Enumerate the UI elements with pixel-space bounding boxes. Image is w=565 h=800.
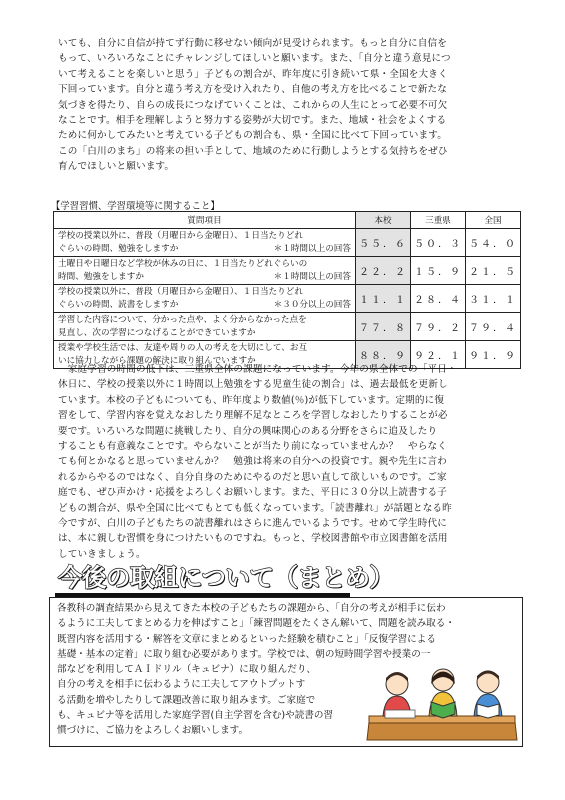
school-value: ５５．６ [356,229,411,257]
intro-line: 下回っています。自分と違う考え方を受け入れたり、自他の考え方を比べることで新たな [58,84,447,96]
summary-line: 各教科の調査結果から見えてきた本校の子どもたちの課題から、「自分の考えが相手に伝わ [57,603,446,614]
question-note: ＊１時間以上の回答 [273,271,351,282]
question-text: 時間、勉強をしますか [58,271,144,282]
school-value: ７７．８ [356,313,411,341]
summary-line: も、キュビナ等を活用した家庭学習(自主学習を含む)や読書の習 [57,710,334,722]
discussion-line: 要です。いろいろな問題に挑戦したり、自分の興味関心のある分野をさらに追及したり [58,425,438,437]
question-cell [54,285,356,313]
section-heading [58,562,394,594]
children-reading-illustration [365,660,520,745]
intro-line: もって、いろいろなことにチャレンジしてほしいと願います。また、「自分と違う意見につ [58,53,451,65]
discussion-line: れるからやるのではなく、自分自身のためにやるのだと思い直して欲しいものです。ご家 [58,471,447,483]
survey-results-table [53,211,521,369]
national-value: ２１．５ [466,257,521,285]
question-note: ＊１時間以上の回答 [273,243,351,254]
intro-line: ために何かしてみたいと考えている子どもの割合も、県・全国に比べて下回っています。 [58,130,447,142]
intro-line: いて考えることを楽しいと思う」子どもの割合が、昨年度に引き続いて県・全国を大きく [58,68,448,80]
section-heading-text: 今後の取組について（まとめ） [58,563,394,592]
intro-paragraph [58,36,522,175]
discussion-line: 今ですが、白川の子どもたちの読書離れはさらに進んでいるようです。せめて学生時代に [58,518,447,530]
header-national: 全国 [466,212,521,229]
discussion-line: 家庭学習の時間の低下は、三重県全体の課題になっています。今年の県全体での「平日・ [58,364,457,375]
summary-line: 慣づけに、ご協力をよろしくお願いします。 [57,725,249,737]
summary-line: る活動を増やしたりして課題改善に取り組みます。ご家庭で [57,694,316,706]
intro-line: なことです。相手を理解しようと努力する姿勢が大切です。また、地域・社会をよくする [58,115,447,127]
question-text: ぐらいの時間、勉強をしますか [58,243,179,254]
question-text: 授業や学校生活では、友達や周りの人の考えを大切にして、お互 [58,342,308,353]
prefecture-value: ５０．３ [411,229,466,257]
question-text: ぐらいの時間、読書をしますか [58,299,179,310]
question-text: いに協力しながら課題の解決に取り組んでいますか [58,355,256,366]
discussion-line: ても何とかなると思っていませんか？ 勉強は将来の自分への投資です。親や先生に言わ [58,456,447,468]
question-text: 学習した内容について、分かった点や、よく分からなかった点を [58,314,307,325]
question-cell [54,257,356,285]
table-row [54,285,521,313]
question-cell [54,313,356,341]
header-question: 質問項目 [54,212,356,229]
table-row [54,257,521,285]
table-caption: 【学習習慣、学習環境等に関すること】 [51,201,220,212]
table-header-row [54,212,521,229]
school-value: １１．１ [356,285,411,313]
school-value: ８８．９ [356,341,411,369]
discussion-line: は、本に親しむ習慣を身につけたいものですね。もっと、学校図書館や市立図書館を活用 [58,533,448,545]
discussion-line: していきましょう。 [58,548,146,560]
national-value: ５４．０ [466,229,521,257]
discussion-line: 休日に、学校の授業以外に１時間以上勉強をする児童生徒の割合」は、過去最低を更新し [58,379,448,391]
discussion-paragraph [58,362,522,562]
prefecture-value: ７９．２ [411,313,466,341]
discussion-line: 習をして、学習内容を覚えなおしたり理解不足なところを学習しなおしたりすることが必 [58,410,448,422]
header-school: 本校 [356,212,411,229]
discussion-line: することも有意義なことです。やらないことが当たり前になっていませんか？ やらなく [58,441,447,453]
question-text: 学校の授業以外に、普段（月曜日から金曜日）、１日当たりどれ [58,286,303,297]
national-value: ３１．１ [466,285,521,313]
question-text: 学校の授業以外に、普段（月曜日から金曜日）、１日当たりどれ [58,230,303,241]
question-text: 見直し、次の学習につなげることができていますか [58,327,256,338]
question-cell [54,229,356,257]
prefecture-value: １５．９ [411,257,466,285]
intro-line: 気づきを得たり、自らの成長につなげていくことは、これからの人生にとって必要不可欠 [58,99,448,111]
table-row [54,229,521,257]
national-value: ７９．４ [466,313,521,341]
prefecture-value: ９２．１ [411,341,466,369]
summary-line: 基礎・基本の定着」に取り組む必要があります。学校では、朝の短時間学習や授業の一 [57,648,431,660]
prefecture-value: ２８．４ [411,285,466,313]
discussion-line: 庭でも、ぜひ声かけ・応援をよろしくお願いします。また、平日に３０分以上読書する子 [58,487,447,499]
summary-line: 既習内容を活用する・解答を文章にまとめるといった経験を積むこと」「反復学習による [57,633,436,645]
question-text: 土曜日や日曜日など学校が休みの日に、１日当たりどれぐらいの [58,258,308,269]
header-prefecture: 三重県 [411,212,466,229]
intro-line: いても、自分に自信が持てず行動に移せない傾向が見受けられます。もっと自分に自信を [58,38,447,49]
intro-line: この「白川のまち」の将来の担い手として、地域のために行動しようとする気持ちをぜひ [58,145,448,157]
question-note: ＊３０分以上の回答 [273,299,351,310]
intro-line: 育んでほしいと願います。 [58,161,175,173]
discussion-line: ています。本校の子どもについても、昨年度より数値(％)が低下しています。定期的に復 [58,394,445,406]
table-row [54,313,521,341]
summary-line: るように工夫してまとめる力を伸ばすこと」「練習問題をたくさん解いて、問題を読み取る・ [57,618,455,630]
summary-line: 自分の考えを相手に伝わるように工夫してアウトプットす [57,679,306,691]
discussion-line: どもの割合が、県や全国に比べてもとても低くなっています。「読書離れ」が話題となる昨 [58,502,452,514]
school-value: ２２．２ [356,257,411,285]
national-value: ９１．９ [466,341,521,369]
summary-line: 部などを利用してＡＩドリル（キュビナ）に取り組んだり、 [57,664,317,676]
